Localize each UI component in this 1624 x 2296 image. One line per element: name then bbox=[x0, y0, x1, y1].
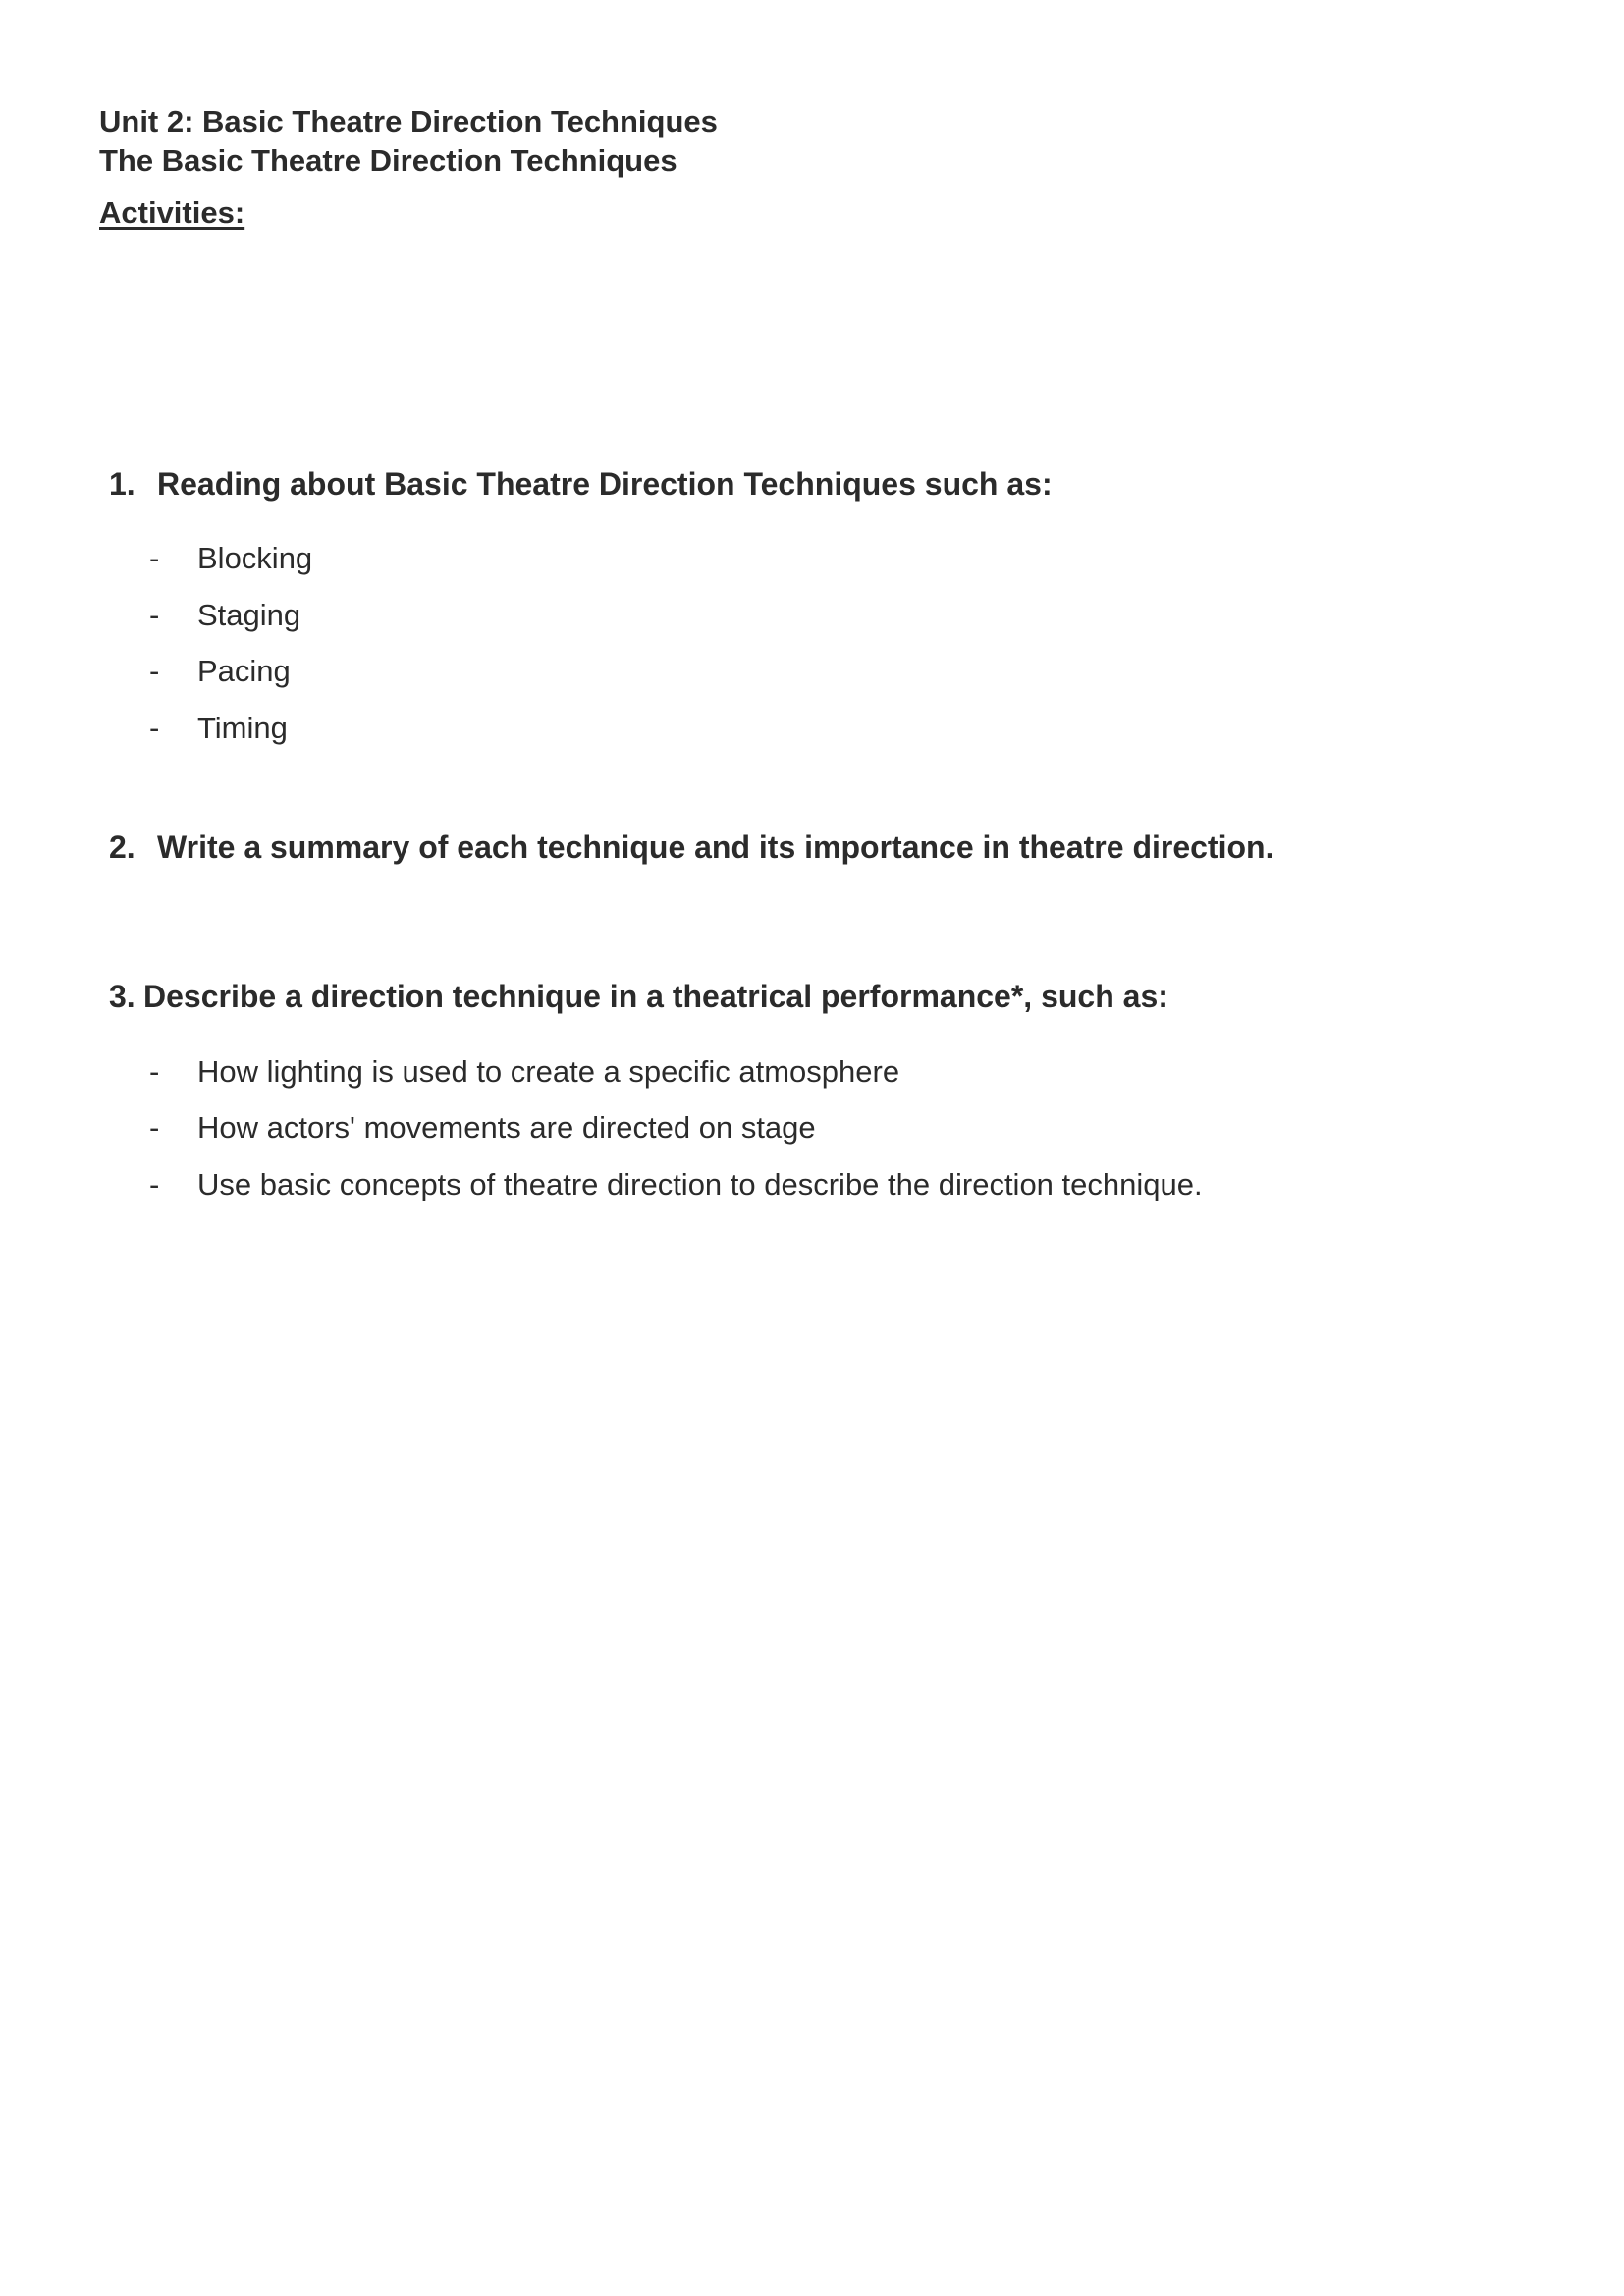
activity-text: Describe a direction technique in a theatrical performance*, such as: bbox=[143, 979, 1168, 1014]
bullet-item: How actors' movements are directed on stage bbox=[197, 1110, 816, 1145]
activity-number: 3. bbox=[109, 979, 135, 1014]
bullet-dash: - bbox=[149, 1167, 160, 1201]
bullet-dash: - bbox=[149, 1054, 160, 1089]
document-subtitle: The Basic Theatre Direction Techniques bbox=[99, 143, 677, 178]
bullet-item: Timing bbox=[197, 711, 288, 745]
bullet-dash: - bbox=[149, 541, 160, 575]
unit-title: Unit 2: Basic Theatre Direction Techniques bbox=[99, 104, 718, 138]
activity-number: 2. bbox=[109, 829, 135, 865]
bullet-item: How lighting is used to create a specific atmosphere bbox=[197, 1054, 900, 1089]
bullet-dash: - bbox=[149, 1110, 160, 1145]
bullet-item: Staging bbox=[197, 598, 301, 632]
bullet-item: Use basic concepts of theatre direction to describe the direction technique. bbox=[197, 1167, 1203, 1201]
activity-text: Write a summary of each technique and its importance in theatre direction. bbox=[157, 829, 1274, 865]
bullet-item: Blocking bbox=[197, 541, 313, 575]
bullet-item: Pacing bbox=[197, 654, 291, 688]
activity-number: 1. bbox=[109, 466, 135, 502]
activities-heading: Activities: bbox=[99, 195, 245, 230]
bullet-dash: - bbox=[149, 711, 160, 745]
bullet-dash: - bbox=[149, 654, 160, 688]
bullet-dash: - bbox=[149, 598, 160, 632]
activity-text: Reading about Basic Theatre Direction Techniques such as: bbox=[157, 466, 1053, 502]
